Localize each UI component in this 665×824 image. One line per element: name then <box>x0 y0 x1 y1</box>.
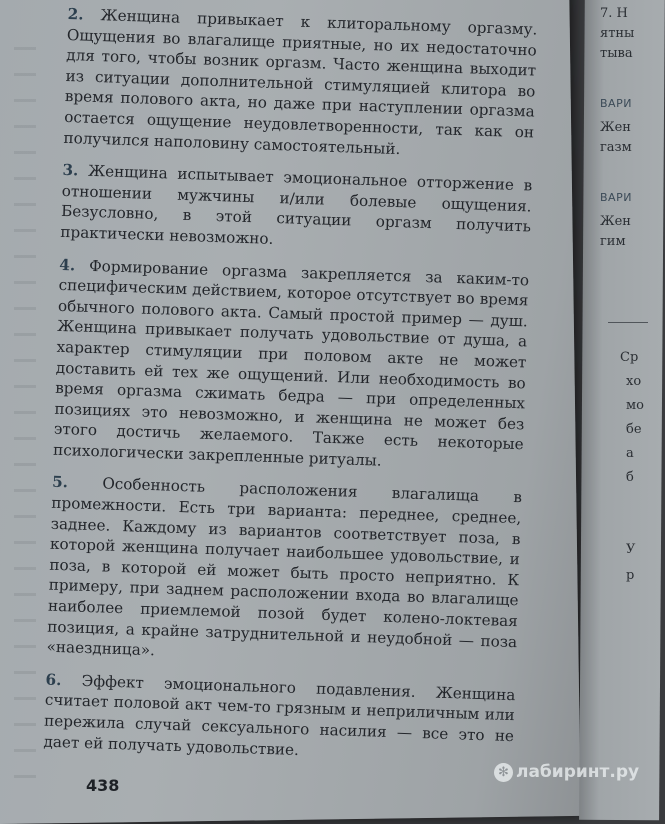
right-text-fragment: ВАРИ <box>600 97 632 110</box>
watermark-text: лабиринт.ру <box>516 762 640 782</box>
right-text-fragment: Жен <box>600 120 631 135</box>
right-text-fragment: ВАРИ <box>600 191 632 204</box>
right-text-fragment: Ср <box>620 350 639 365</box>
right-text-fragment: газм <box>600 140 632 155</box>
right-text-fragment: 7. Н <box>600 6 628 21</box>
right-text-fragment: тыва <box>600 46 633 61</box>
right-text-fragment: У <box>626 542 636 557</box>
page-text <box>43 4 538 779</box>
right-text-fragment: гим <box>600 234 626 249</box>
right-text-fragment: ятны <box>600 26 635 41</box>
item-number: 4. <box>59 255 76 274</box>
right-text-fragment: хо <box>626 374 642 389</box>
right-text-fragment: бе <box>626 422 642 437</box>
section-divider <box>608 322 648 323</box>
right-text-fragment: мо <box>626 398 644 413</box>
list-item <box>46 472 522 673</box>
list-item <box>60 160 532 258</box>
item-number: 3. <box>62 161 79 180</box>
item-text: Женщина испытывает эмоциональное отторжение в отношении мужчины и/или болевые ощущения. Безусловно, в этой ситуации оргазм получить практически невозможно. <box>60 161 533 248</box>
watermark <box>494 762 639 782</box>
item-text: Формирование оргазма закрепляется за каким-то специфическим действием, которое отсутствует во время обычного полового акта. Самый простой пример — душ. Женщина привыкает получать удовольствие от душа, а характер стимуляции при половом акте не может доставить ей тех же ощущений. Или необходимость во время оргазма сжимать бедра — при определенных позициях это невозможно, и женщина не может без этого достичь желаемого. Также есть некоторые психологически закрепленные ритуалы. <box>52 256 530 470</box>
item-number: 5. <box>51 473 69 492</box>
list-item <box>43 669 515 767</box>
right-text-fragment: Жен <box>600 214 631 229</box>
item-text: Эффект эмоционального подавления. Женщина считает половой акт чем-то грязным и неприличным или пережила случай сексуального насилия — все это не дает ей получать удовольствие. <box>43 671 516 759</box>
right-text-fragment: а <box>626 446 634 461</box>
right-text-fragment: б <box>626 470 634 485</box>
right-text-fragment: р <box>626 568 635 583</box>
item-number: 6. <box>45 670 62 689</box>
page-number: 438 <box>86 776 120 795</box>
item-number: 2. <box>67 4 84 24</box>
item-text: Особенность расположения влагалища в промежности. Есть три варианта: переднее, среднее, заднее. Каждому из вариантов соответствует поза, в которой женщина получает наибольшее удовольствие, и поза, в которой ей может быть просто неприятно. К примеру, при заднем расположении входа во влагалище наиболее приемлемой позой будет колено-локтевая позиция, а крайне затруднительной и неудобной — поза «наездница». <box>46 474 523 660</box>
list-item <box>53 254 530 475</box>
list-item <box>63 4 538 164</box>
labirint-logo-icon: ✻ <box>494 763 513 782</box>
page-perforation <box>14 30 36 790</box>
item-text: Женщина привыкает к клиторальному оргазму. Ощущения во влагалище приятные, но их недостаточно для того, чтобы возник оргазм. Часто женщина выходит из ситуации дополнительной стимуляцией клитора во время полового акта, но даже при наступлении оргазма остается ощущение неудовлетворенности, так как он получился наполовину самостоятельный. <box>63 6 538 158</box>
